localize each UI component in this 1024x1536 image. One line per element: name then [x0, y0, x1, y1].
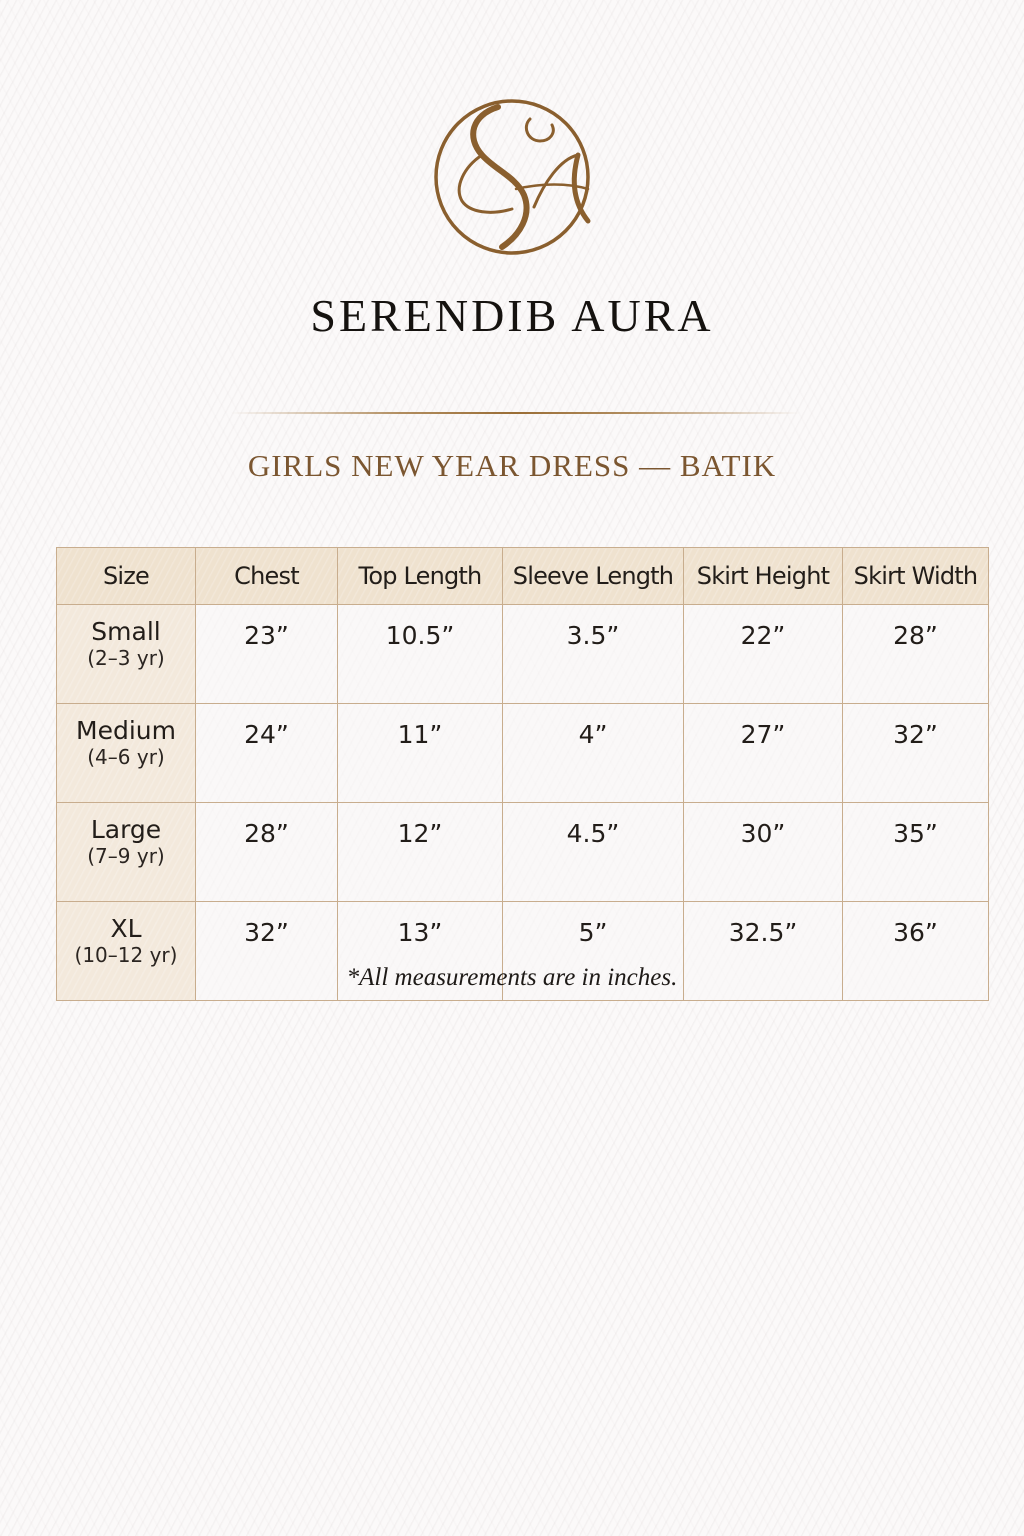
- age-range: (10–12 yr): [74, 943, 178, 967]
- sleeve-length-cell: 4”: [503, 704, 684, 803]
- size-label: XL: [110, 914, 142, 943]
- chest-cell: 28”: [196, 803, 338, 902]
- header-skirt-width: Skirt Width: [843, 548, 989, 605]
- header-chest: Chest: [196, 548, 338, 605]
- sleeve-length-cell: 5”: [503, 902, 684, 1001]
- top-length-cell: 12”: [338, 803, 503, 902]
- size-label: Large: [90, 815, 162, 844]
- header-skirt-height: Skirt Height: [684, 548, 843, 605]
- size-label: Medium: [76, 716, 176, 745]
- product-title: GIRLS NEW YEAR DRESS — BATIK: [247, 448, 777, 483]
- brand-name: SERENDIB AURA: [310, 290, 714, 341]
- table-row: [57, 605, 989, 704]
- sleeve-length-cell: 4.5”: [503, 803, 684, 902]
- header-top-length: Top Length: [338, 548, 503, 605]
- sleeve-length-cell: 3.5”: [503, 605, 684, 704]
- gold-divider: [230, 412, 800, 414]
- skirt-width-cell: 32”: [843, 704, 989, 803]
- header-sleeve-length: Sleeve Length: [503, 548, 684, 605]
- skirt-width-cell: 36”: [843, 902, 989, 1001]
- header-size: Size: [57, 548, 196, 605]
- skirt-height-cell: 22”: [684, 605, 843, 704]
- size-cell: [57, 704, 196, 803]
- size-chart-table: [56, 547, 989, 1001]
- top-length-cell: 10.5”: [338, 605, 503, 704]
- table-row: [57, 803, 989, 902]
- age-range: (4–6 yr): [87, 745, 165, 769]
- age-range: (7–9 yr): [87, 844, 165, 868]
- table-header-row: [57, 548, 989, 605]
- chest-cell: 24”: [196, 704, 338, 803]
- age-range: (2–3 yr): [87, 646, 165, 670]
- table-row: [57, 704, 989, 803]
- measurement-footnote: *All measurements are in inches.: [346, 964, 678, 991]
- skirt-height-cell: 27”: [684, 704, 843, 803]
- skirt-height-cell: 32.5”: [684, 902, 843, 1001]
- size-cell: [57, 605, 196, 704]
- top-length-cell: 13”: [338, 902, 503, 1001]
- skirt-width-cell: 28”: [843, 605, 989, 704]
- skirt-height-cell: 30”: [684, 803, 843, 902]
- top-length-cell: 11”: [338, 704, 503, 803]
- skirt-width-cell: 35”: [843, 803, 989, 902]
- size-cell: [57, 803, 196, 902]
- brand-logo: [432, 97, 592, 257]
- sa-monogram-circle-icon: [432, 97, 592, 257]
- chest-cell: 32”: [196, 902, 338, 1001]
- size-label: Small: [91, 617, 161, 646]
- chest-cell: 23”: [196, 605, 338, 704]
